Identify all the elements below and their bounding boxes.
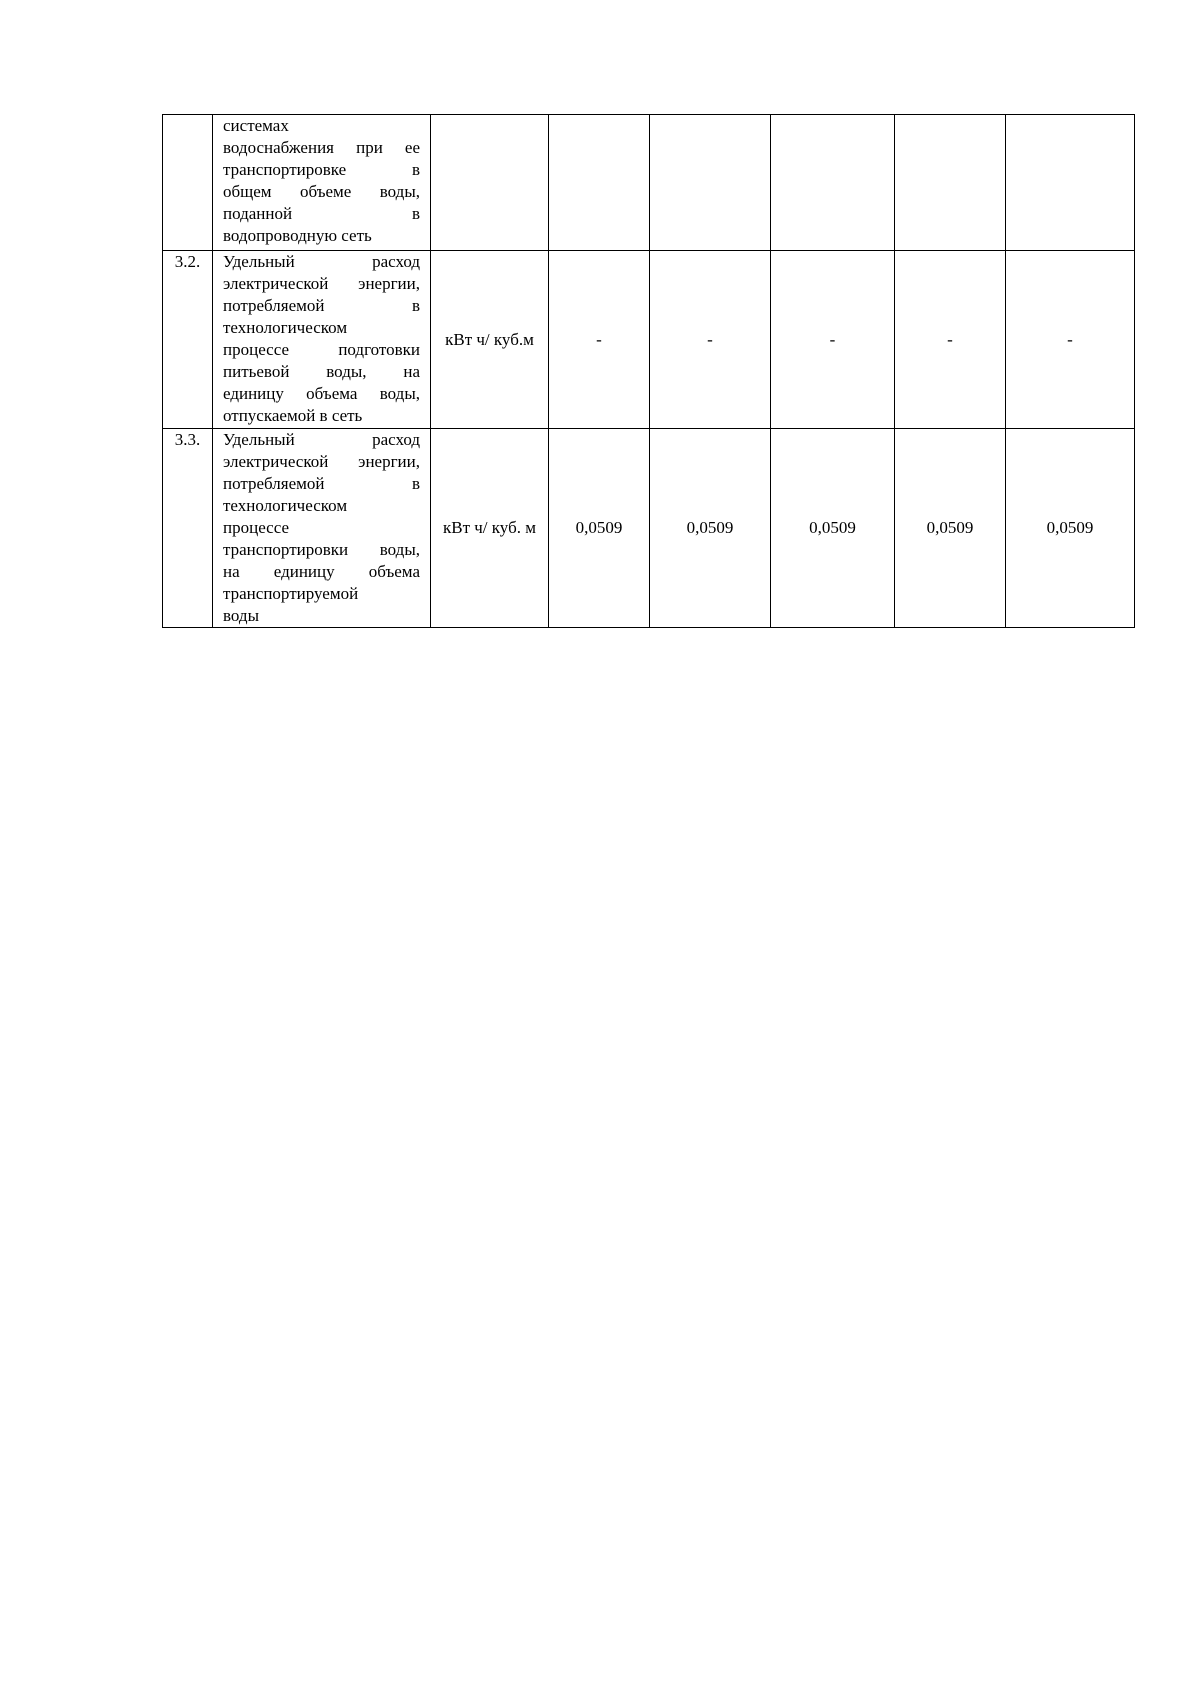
row-value (771, 115, 895, 251)
description-line: транспортировке в (223, 160, 420, 179)
row-value: 0,0509 (895, 429, 1006, 628)
table-row (163, 251, 1135, 429)
description-line: транспортировки воды, (223, 540, 420, 559)
row-value: - (650, 251, 771, 429)
row-value: 0,0509 (549, 429, 650, 628)
description-line: Удельный расход (223, 430, 420, 449)
description-line: водоснабжения при ее (223, 138, 420, 157)
table-row (163, 429, 1135, 628)
description-line: потребляемой в (223, 296, 420, 315)
description-line: отпускаемой в сеть (223, 406, 363, 425)
description-line: питьевой воды, на (223, 362, 420, 381)
row-number: 3.3. (163, 429, 213, 628)
row-number (163, 115, 213, 251)
row-value: 0,0509 (1006, 429, 1135, 628)
description-line: воды (223, 606, 259, 625)
row-value (1006, 115, 1135, 251)
row-unit: кВт ч/ куб. м (431, 429, 549, 628)
description-line: электрической энергии, (223, 274, 420, 293)
description-line: процессе (223, 518, 290, 537)
description-line: технологическом (223, 496, 348, 515)
description-line: водопроводную сеть (223, 226, 372, 245)
description-line: электрической энергии, (223, 452, 420, 471)
row-description (213, 251, 431, 429)
row-value (895, 115, 1006, 251)
row-value: - (1006, 251, 1135, 429)
row-value (650, 115, 771, 251)
row-value (549, 115, 650, 251)
description-line: процессе подготовки (223, 340, 420, 359)
row-value: 0,0509 (650, 429, 771, 628)
row-description (213, 115, 431, 251)
row-value: - (895, 251, 1006, 429)
row-number: 3.2. (163, 251, 213, 429)
row-value: - (771, 251, 895, 429)
description-line: Удельный расход (223, 252, 420, 271)
description-line: технологическом (223, 318, 348, 337)
row-value: 0,0509 (771, 429, 895, 628)
description-line: системах (223, 116, 289, 135)
row-value: - (549, 251, 650, 429)
table-row (163, 115, 1135, 251)
row-description (213, 429, 431, 628)
description-line: транспортируемой (223, 584, 359, 603)
row-unit (431, 115, 549, 251)
indicators-table (162, 114, 1135, 628)
description-line: общем объеме воды, (223, 182, 420, 201)
row-unit: кВт ч/ куб.м (431, 251, 549, 429)
description-line: потребляемой в (223, 474, 420, 493)
description-line: поданной в (223, 204, 420, 223)
description-line: единицу объема воды, (223, 384, 420, 403)
description-line: на единицу объема (223, 562, 420, 581)
